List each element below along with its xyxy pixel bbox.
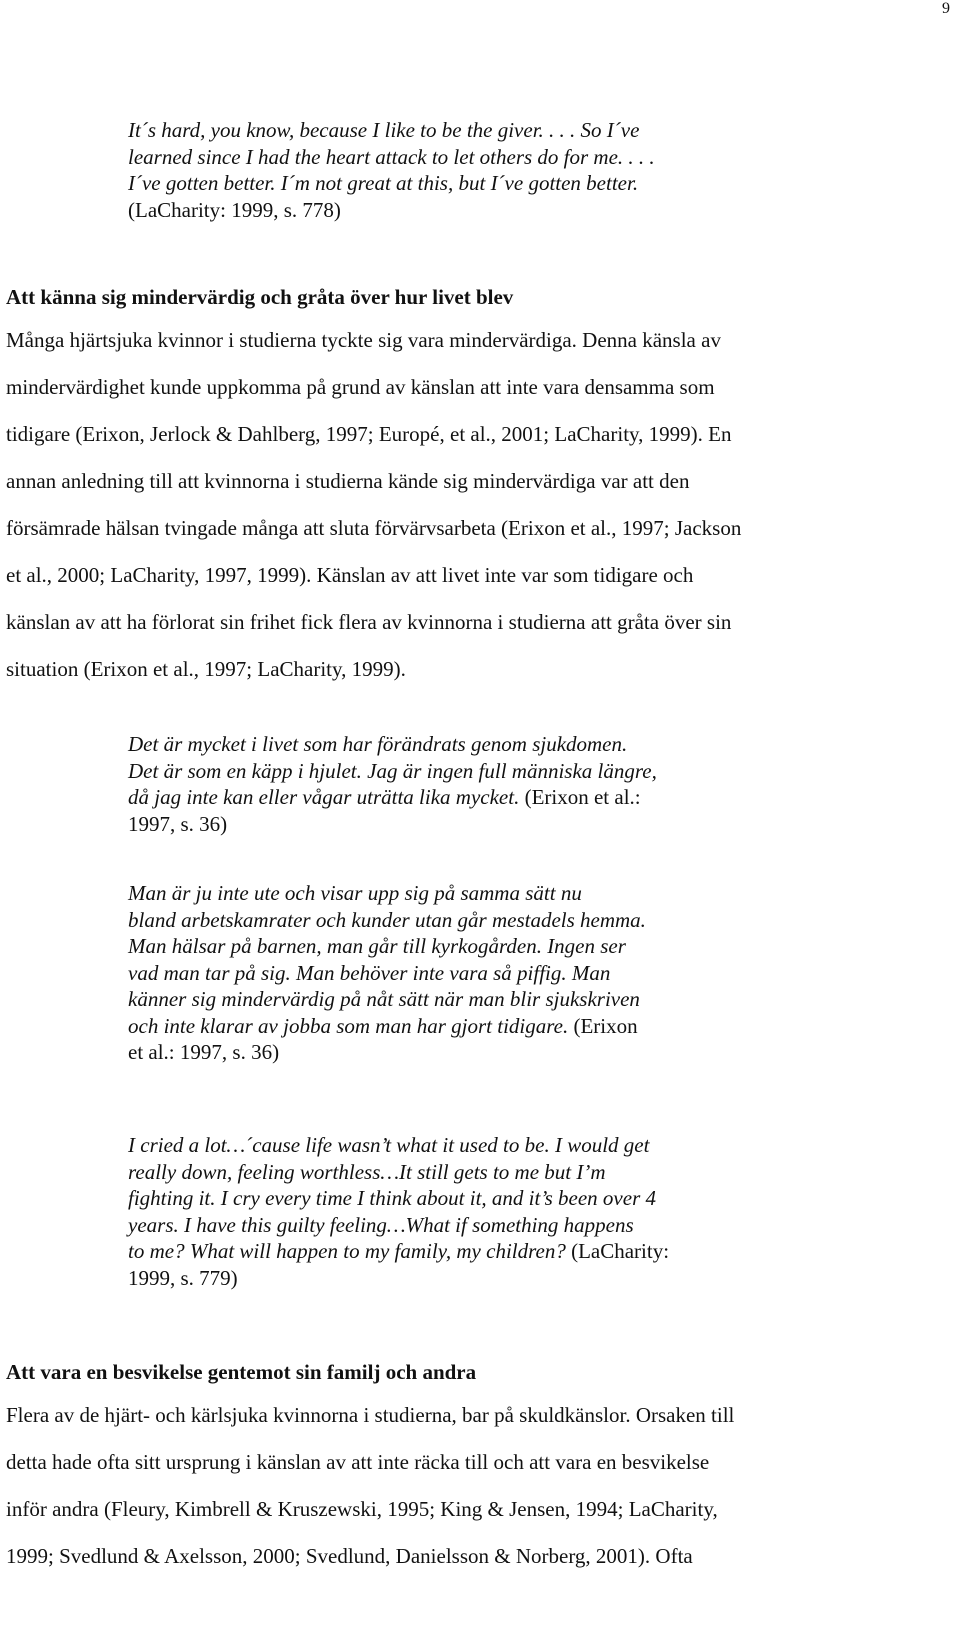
- section-heading: Att känna sig mindervärdig och gråta över hur livet blev: [6, 285, 514, 309]
- body-paragraph: [6, 317, 956, 693]
- quote-line: I cried a lot…´cause life wasn’t what it used to be. I would get: [128, 1133, 650, 1157]
- quote-citation: 1997, s. 36): [128, 811, 228, 836]
- quote-line: bland arbetskamrater och kunder utan går mestadels hemma.: [128, 907, 646, 932]
- paragraph-line: känslan av att ha förlorat sin frihet fick flera av kvinnorna i studierna att gråta över sin: [6, 610, 732, 634]
- quote-citation: (LaCharity: 1999, s. 778): [128, 197, 341, 222]
- quote-citation: et al.: 1997, s. 36): [128, 1040, 280, 1064]
- block-quote-3: [128, 880, 828, 1066]
- quote-line: Det är mycket i livet som har förändrats genom sjukdomen.: [128, 732, 628, 756]
- quote-line: Det är som en käpp i hjulet. Jag är ingen full människa längre,: [128, 758, 657, 783]
- paragraph-line: detta hade ofta sitt ursprung i känslan av att inte räcka till och att vara en besvikelse: [6, 1450, 710, 1474]
- quote-line: då jag inte kan eller vågar uträtta lika mycket. (Erixon et al.:: [128, 785, 641, 809]
- quote-line: to me? What will happen to my family, my children? (LaCharity:: [128, 1239, 670, 1263]
- block-quote-1: [128, 117, 828, 223]
- quote-line: Man hälsar på barnen, man går till kyrkogården. Ingen ser: [128, 934, 626, 958]
- paragraph-line: situation (Erixon et al., 1997; LaCharity, 1999).: [6, 657, 406, 681]
- quote-line: känner sig mindervärdig på nåt sätt när man blir sjukskriven: [128, 987, 640, 1011]
- paragraph-line: et al., 2000; LaCharity, 1997, 1999). Känslan av att livet inte var som tidigare och: [6, 563, 694, 587]
- paragraph-line: Många hjärtsjuka kvinnor i studierna tyckte sig vara mindervärdiga. Denna känsla av: [6, 328, 721, 352]
- quote-line: It´s hard, you know, because I like to be the giver. . . . So I´ve: [128, 118, 640, 142]
- quote-line: I´ve gotten better. I´m not great at this, but I´ve gotten better.: [128, 171, 639, 195]
- block-quote-2: [128, 731, 828, 837]
- block-quote-4: [128, 1132, 828, 1291]
- page-number: 9: [942, 0, 950, 17]
- quote-line: Man är ju inte ute och visar upp sig på samma sätt nu: [128, 881, 582, 905]
- paragraph-line: 1999; Svedlund & Axelsson, 2000; Svedlund, Danielsson & Norberg, 2001). Ofta: [6, 1544, 693, 1568]
- quote-line: och inte klarar av jobba som man har gjort tidigare. (Erixon: [128, 1013, 638, 1038]
- section-heading: Att vara en besvikelse gentemot sin familj och andra: [6, 1360, 477, 1384]
- quote-line: fighting it. I cry every time I think about it, and it’s been over 4: [128, 1186, 656, 1210]
- paragraph-line: tidigare (Erixon, Jerlock & Dahlberg, 1997; Europé, et al., 2001; LaCharity, 1999). En: [6, 422, 732, 446]
- paragraph-line: försämrade hälsan tvingade många att sluta förvärvsarbeta (Erixon et al., 1997; Jackson: [6, 516, 742, 540]
- quote-line: learned since I had the heart attack to let others do for me. . . .: [128, 144, 655, 169]
- paragraph-line: Flera av de hjärt- och kärlsjuka kvinnorna i studierna, bar på skuldkänslor. Orsaken till: [6, 1403, 735, 1427]
- paragraph-line: annan anledning till att kvinnorna i studierna kände sig mindervärdiga var att den: [6, 469, 690, 493]
- quote-citation: 1999, s. 779): [128, 1265, 238, 1290]
- quote-line: really down, feeling worthless…It still gets to me but I’m: [128, 1159, 606, 1184]
- paragraph-line: mindervärdighet kunde uppkomma på grund av känslan att inte vara densamma som: [6, 375, 715, 399]
- quote-line: vad man tar på sig. Man behöver inte vara så piffig. Man: [128, 960, 611, 985]
- paragraph-line: inför andra (Fleury, Kimbrell & Kruszewski, 1995; King & Jensen, 1994; LaCharity,: [6, 1497, 718, 1521]
- body-paragraph: [6, 1392, 956, 1580]
- quote-line: years. I have this guilty feeling…What if something happens: [128, 1212, 634, 1237]
